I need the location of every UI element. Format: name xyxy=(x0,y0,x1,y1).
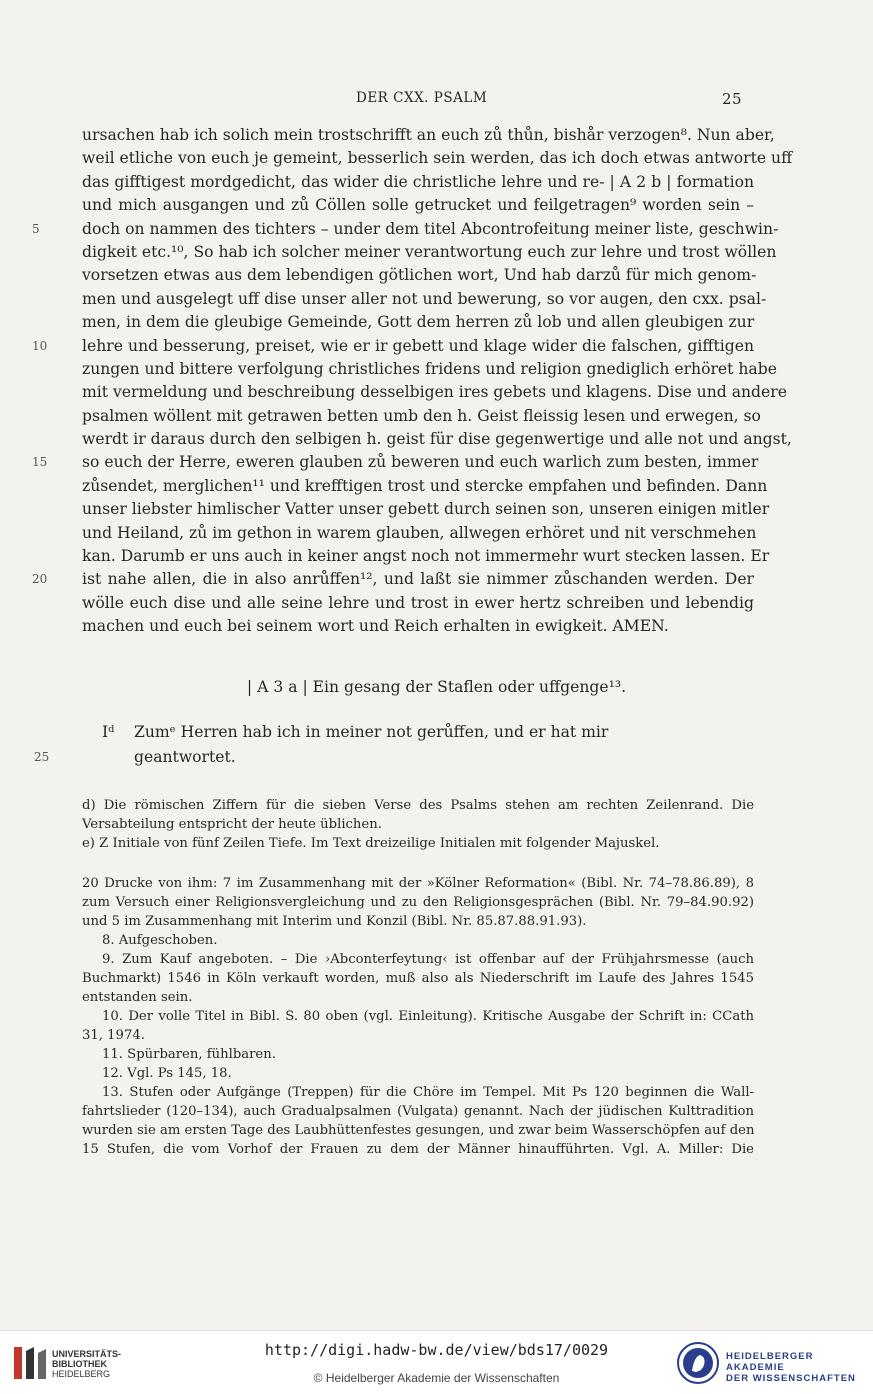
text-line xyxy=(82,311,754,334)
text-line xyxy=(82,475,768,498)
line-text: so euch der Herre, eweren glauben zů beweren und euch warlich zum besten, immer xyxy=(82,453,759,472)
commentary-note-line: 9. Zum Kauf angeboten. – Die ›Abconterfeytung‹ ist offenbar auf der Frühjahrsmesse (auch xyxy=(102,952,754,967)
apparatus-note-line: e) Z Initiale von fünf Zeilen Tiefe. Im Text dreizeilige Initialen mit folgender Majuskel. xyxy=(82,836,660,851)
line-number: 25 xyxy=(34,750,50,764)
line-text: machen und euch bei seinem wort und Reich erhalten in ewigkeit. AMEN. xyxy=(82,617,669,636)
line-text: zůsendet, merglichen¹¹ und krefftigen trost und stercke empfahen und befinden. Dann xyxy=(82,476,768,495)
text-line xyxy=(32,451,759,474)
line-number: 20 xyxy=(32,572,48,587)
copyright-notice: © Heidelberger Akademie der Wissenschaften xyxy=(313,1371,560,1385)
commentary-note-line: und 5 im Zusammenhang mit Interim und Konzil (Bibl. Nr. 85.87.88.91.93). xyxy=(82,914,587,929)
commentary-note-line: 31, 1974. xyxy=(82,1028,145,1043)
text-line xyxy=(32,335,754,358)
commentary-note-line: 10. Der volle Titel in Bibl. S. 80 oben (vgl. Einleitung). Kritische Ausgabe der Schrift in: CCath xyxy=(102,1009,754,1024)
line-text: und Heiland, zů im gethon in warem glauben, allwegen erhöret und nit verschmehen xyxy=(82,523,757,542)
text-line xyxy=(82,288,767,311)
line-text: men und ausgelegt uff dise unser aller not und bewerung, so vor augen, den cxx. psal- xyxy=(82,289,767,308)
commentary-notes xyxy=(82,874,754,1159)
commentary-note-line: 15 Stufen, die vom Vorhof der Frauen zu dem der Männer hinaufführten. Vgl. A. Miller: Die xyxy=(82,1142,754,1157)
line-text: lehre und besserung, preiset, wie er ir gebett und klage wider die falschen, gifftigen xyxy=(82,336,754,355)
line-text: doch on nammen des tichters – under dem titel Abcontrofeitung meiner liste, geschwin- xyxy=(82,219,779,238)
text-line xyxy=(32,568,754,591)
line-text: unser liebster himlischer Vatter unser gebett durch seinen son, unseren einigen mitler xyxy=(82,500,770,519)
commentary-note-line: 11. Spürbaren, fühlbaren. xyxy=(102,1047,276,1062)
line-text: das gifftigest mordgedicht, das wider die christliche lehre und re- | A 2 b | formation xyxy=(82,172,754,191)
commentary-note-line: 12. Vgl. Ps 145, 18. xyxy=(102,1066,232,1081)
commentary-note-line: Buchmarkt) 1546 in Köln verkauft worden, muß also als Niederschrift im Laufe des Jahres 1545 xyxy=(82,971,754,986)
viewer-footer xyxy=(0,1330,873,1394)
line-text: psalmen wöllent mit getrawen betten umb den h. Geist fleissig lesen und erwegen, so xyxy=(82,406,761,425)
main-text xyxy=(32,124,793,639)
verse-marker: Iᵈ xyxy=(102,723,115,741)
page-number: 25 xyxy=(722,90,743,108)
text-line xyxy=(82,264,757,287)
line-text: werdt ir daraus durch den selbigen h. geist für dise gegenwertige und alle not und angst, xyxy=(82,430,792,449)
verse-text: Zumᵉ Herren hab ich in meiner not gerůffen, und er hat mir xyxy=(134,723,609,741)
commentary-note-line: 13. Stufen oder Aufgänge (Treppen) für die Chöre im Tempel. Mit Ps 120 beginnen die Wall- xyxy=(102,1085,754,1100)
line-text: men, in dem die gleubige Gemeinde, Gott dem herren zů lob und allen gleubigen zur xyxy=(82,313,755,332)
text-line xyxy=(82,241,777,264)
commentary-note-line: 20 Drucke von ihm: 7 im Zusammenhang mit der »Kölner Reformation« (Bibl. Nr. 74–78.86.89), 8 xyxy=(82,876,754,891)
text-line xyxy=(32,218,779,241)
line-text: kan. Darumb er uns auch in keiner angst noch not immermehr wurt stecken lassen. Er xyxy=(82,547,770,566)
academy-seal-icon[interactable] xyxy=(676,1341,720,1385)
line-text: weil etliche von euch je gemeint, besserlich sein werden, das ich doch etwas antworte uff xyxy=(82,149,793,168)
line-text: ist nahe allen, die in also anrůffen¹², und laßt sie nimmer zůschanden werden. Der xyxy=(82,570,754,589)
text-line xyxy=(82,545,770,568)
permalink-url[interactable]: http://digi.hadw-bw.de/view/bds17/0029 xyxy=(264,1341,609,1359)
line-text: mit vermeldung und beschreibung desselbigen ires gebets und klagens. Dise und andere xyxy=(82,383,787,402)
commentary-note-line: wurden sie am ersten Tage des Laubhüttenfestes gesungen, und zwar beim Wasserschöpfen auf den xyxy=(82,1123,755,1138)
line-text: vorsetzen etwas aus dem lebendigen götlichen wort, Und hab darzů für mich genom- xyxy=(82,266,757,285)
text-line xyxy=(82,428,792,451)
verse-text: geantwortet. xyxy=(134,748,236,766)
apparatus-note-line: d) Die römischen Ziffern für die sieben Verse des Psalms stehen am rechten Zeilenrand. Die xyxy=(82,798,754,813)
academy-name: HEIDELBERGER AKADEMIE DER WISSENSCHAFTEN xyxy=(726,1351,856,1384)
apparatus-notes xyxy=(82,796,754,853)
text-line xyxy=(82,498,770,521)
text-line xyxy=(82,405,761,428)
psalm-heading: | A 3 a | Ein gesang der Staflen oder uffgenge¹³. xyxy=(246,678,627,696)
line-text: und mich ausgangen und zů Cöllen solle getrucket und feilgetragen⁹ worden sein – xyxy=(82,196,754,215)
commentary-note-line: entstanden sein. xyxy=(82,990,193,1005)
text-line xyxy=(82,171,754,194)
text-line xyxy=(82,147,793,170)
text-line xyxy=(82,381,787,404)
text-line xyxy=(82,358,777,381)
text-line xyxy=(82,124,775,147)
line-text: zungen und bittere verfolgung christliches fridens und religion gnediglich erhöret habe xyxy=(82,359,777,378)
text-line xyxy=(82,615,754,638)
line-text: digkeit etc.¹⁰, So hab ich solcher meiner verantwortung euch zur lehre und trost wöllen xyxy=(82,242,777,261)
text-line xyxy=(82,194,754,217)
text-line xyxy=(82,592,754,615)
line-number: 10 xyxy=(32,338,48,353)
text-line xyxy=(82,522,757,545)
apparatus-note-line: Versabteilung entspricht der heute üblichen. xyxy=(82,817,382,832)
commentary-note-line: 8. Aufgeschoben. xyxy=(102,933,218,948)
running-head xyxy=(0,90,873,110)
university-library-name: UNIVERSITÄTS- BIBLIOTHEK HEIDELBERG xyxy=(52,1349,122,1379)
running-head-title: DER CXX. PSALM xyxy=(356,90,488,106)
line-text: ursachen hab ich solich mein trostschrifft an euch zů thůn, bishår verzogen⁸. Nun aber, xyxy=(82,126,775,144)
commentary-note-line: fahrtslieder (120–134), auch Gradualpsalmen (Vulgata) genannt. Nach der jüdischen Kulttradition xyxy=(82,1104,754,1119)
commentary-note-line: zum Versuch einer Religionsvergleichung und zu den Religionsgesprächen (Bibl. Nr. 79–84.90.92) xyxy=(82,895,754,910)
line-number: 15 xyxy=(32,455,48,470)
line-number: 5 xyxy=(32,221,40,236)
line-text: wölle euch dise und alle seine lehre und trost in ewer hertz schreiben und lebendig xyxy=(82,593,754,612)
